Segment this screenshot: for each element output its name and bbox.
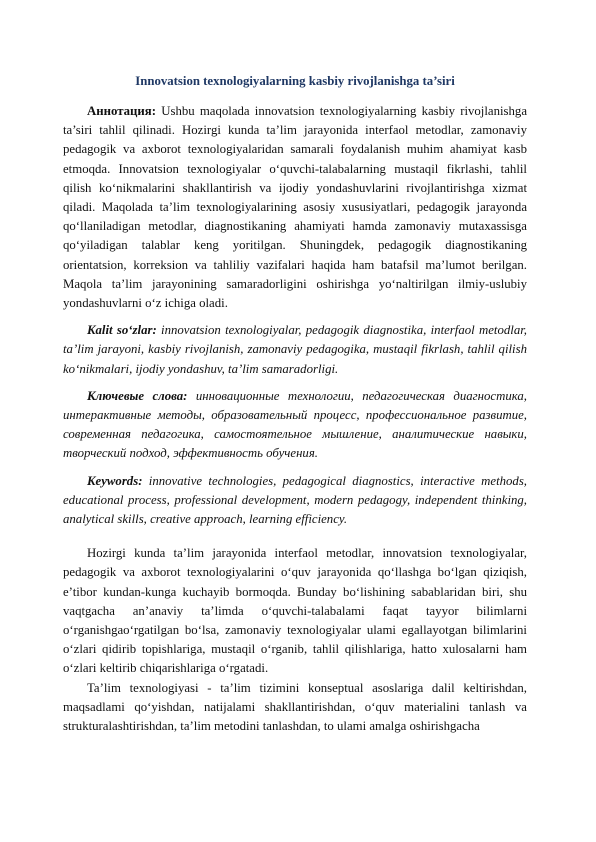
kalit-sozlar-paragraph [63,321,527,379]
kluchevye-slova-text: инновационные технологии, педагогическая диагностика, интерактивные методы, образовательный процесс, профессиональное развитие, современная педагогика, самостоятельное мышление, аналитические навыки, творческий подход, эффективность обучения. [63,388,528,461]
paper-title: Innovatsion texnologiyalarning kasbiy rivojlanishga ta’siri [135,74,455,88]
paper-page [63,72,527,736]
keywords-label: Keywords: [87,473,143,488]
kalit-sozlar-label: Kalit so‘zlar: [87,323,157,338]
kluchevye-slova-label: Ключевые слова: [87,388,188,403]
kluchevye-slova-paragraph [63,387,527,464]
keywords-paragraph [63,472,527,530]
keywords-text: innovative technologies, pedagogical diagnostics, interactive methods, educational process, professional development, modern pedagogy, independent thinking, analytical skills, creative approach, learning efficiency. [63,473,527,527]
annotation-text: Ushbu maqolada innovatsion texnologiyalarning kasbiy rivojlanishga ta’siri tahlil qilinadi. Hozirgi kunda ta’lim jarayonida interfaol metodlar, zamonaviy pedagogik va axborot texnologiyalaridan samarali foydalanish muhim ahamiyat kasb etmoqda. Innovatsion texnologiyalar o‘quvchi-talabalarning mustaqil fikrlashi, tahlil qilish ko‘nikmalarini shakllantirish va ijodiy yondashuvlarini rivojlantirishga xizmat qiladi. Maqolada ta’lim texnologiyalarining asosiy xususiyatlari, pedagogik jarayonda qo‘llaniladigan metodlar, diagnostikaning ahamiyati hamda zamonaviy mutaxassisga qo‘yiladigan talablar keng yoritilgan. Shuningdek, pedagogik diagnostikaning orientatsion, korreksion va tahliliy vazifalari haqida ham batafsil ma’lumot berilgan. Maqola ta’lim jarayonining samaradorligini oshirishga yo‘naltirilgan ilmiy-uslubiy yondashuvlarni o‘z ichiga oladi. [63,104,528,311]
annotation-label: Аннотация: [87,104,156,118]
body-paragraph-2: Ta’lim texnologiyasi - ta’lim tizimini konseptual asoslariga dalil keltirishdan, maqsadlami qo‘yishdan, natijalami shakllantirishdan, o‘quv materialini tanlash va strukturalashtirishdan, ta’lim metodini tanlashdan, to ulami amalga oshirishgacha [63,680,527,734]
body-paragraph-1: Hozirgi kunda ta’lim jarayonida interfaol metodlar, innovatsion texnologiyalar, pedagogik va axborot texnologiyalarini o‘quv jarayonida qo‘llashga bo‘lgan qiziqish, e’tibor kundan-kunga kuchayib bormoqda. Bunday bo‘lishining sabablaridan biri, shu vaqtgacha an’anaviy ta’limda o‘quvchi-talabalami faqat tayyor bilimlarni o‘rganishgao‘rgatilgan bo‘lsa, zamonaviy texnologiyalar ulami egallayotgan bilimlarini o‘zlari qidirib topishlariga, mustaqil o‘rganib, tahlil qilishlariga, hatto xulosalarni ham o‘zlari keltirib chiqarishlariga o‘rgatadi. [63,546,527,676]
kalit-sozlar-text: innovatsion texnologiyalar, pedagogik diagnostika, interfaol metodlar, ta’lim jarayoni, kasbiy rivojlanish, zamonaviy pedagogika, mustaqil fikrlash, tahlil qilish ko‘nikmalari, ijodiy yondashuv, ta’lim samaradorligi. [63,323,527,376]
annotation-paragraph [63,102,527,313]
